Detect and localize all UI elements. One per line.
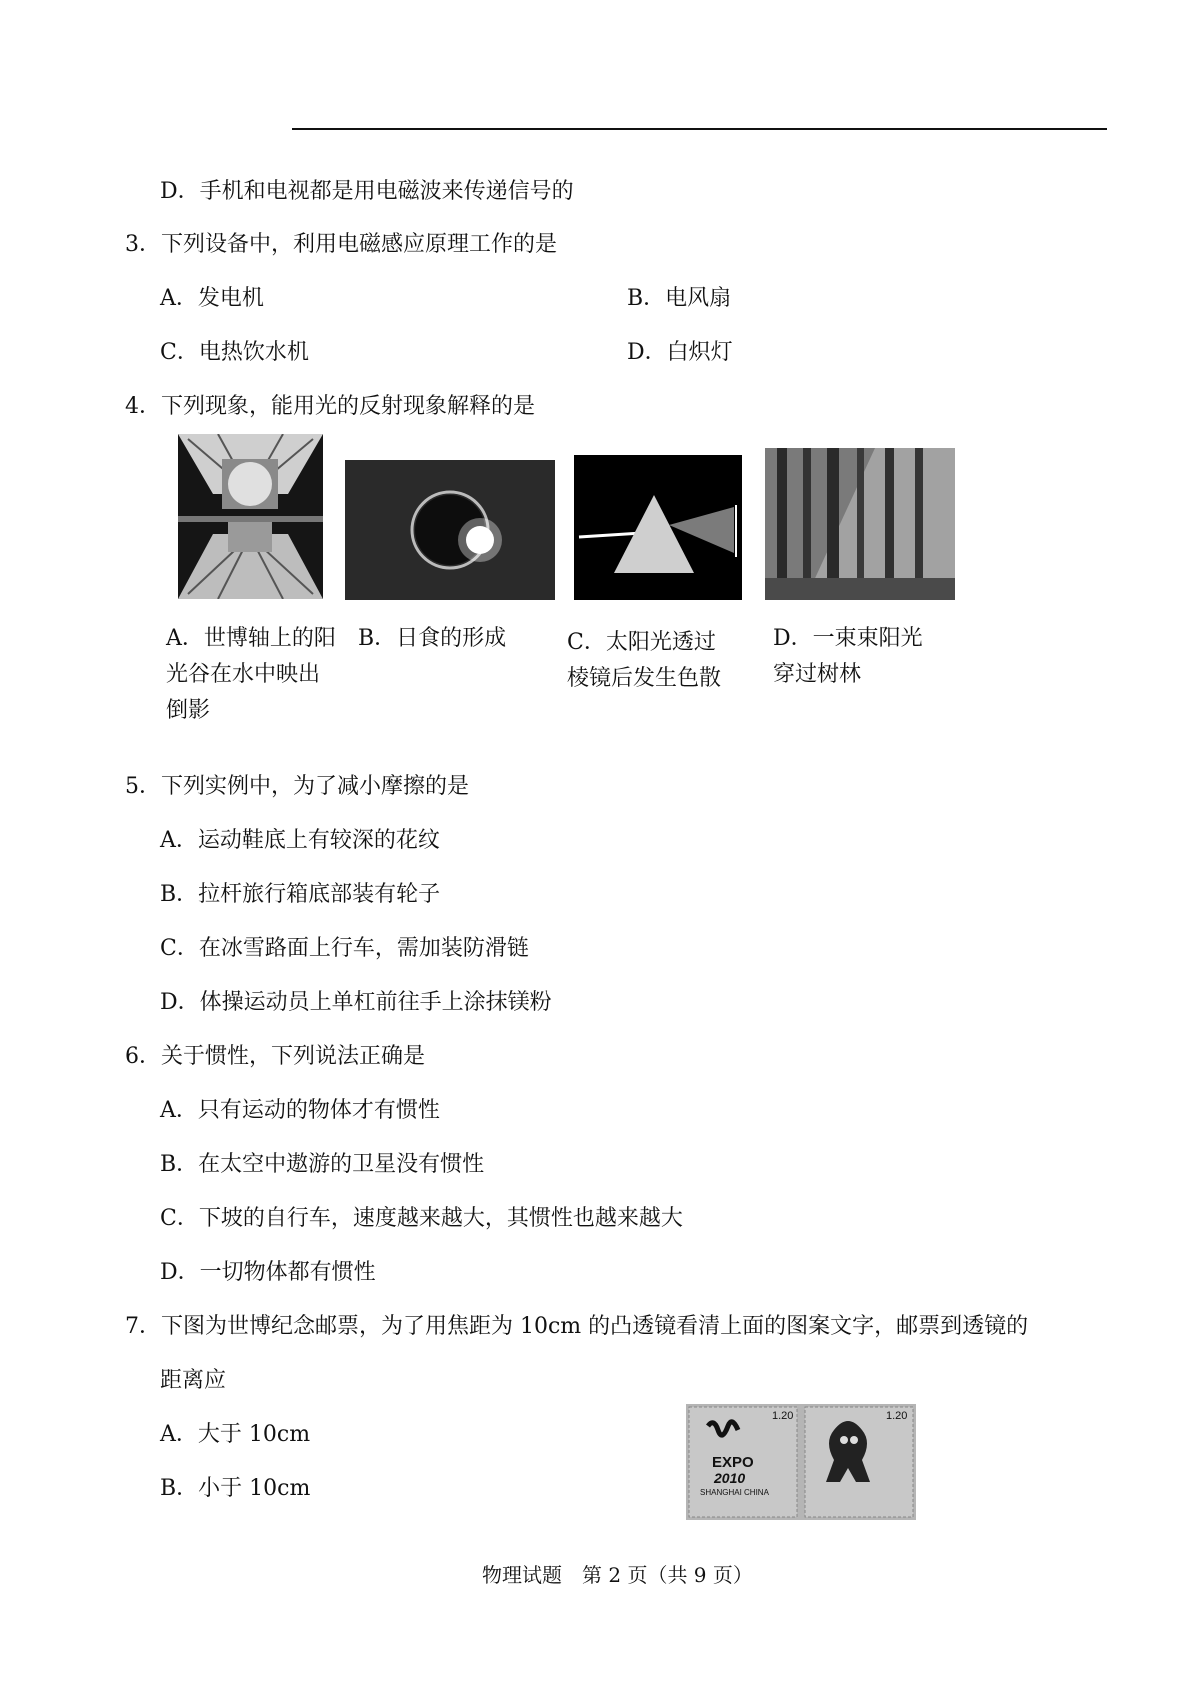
q6-option-d: D．一切物体都有惯性	[160, 1260, 376, 1285]
q3-stem: 3．下列设备中，利用电磁感应原理工作的是	[125, 232, 557, 257]
q7-stem-line1: 7．下图为世博纪念邮票，为了用焦距为 10cm 的凸透镜看清上面的图案文字，邮票到透镜的	[125, 1314, 1029, 1339]
expo-stamp-pair	[686, 1404, 916, 1520]
q3-option-b: B．电风扇	[627, 286, 732, 311]
q3-option-d: D．白炽灯	[627, 340, 733, 365]
q5-option-a: A．运动鞋底上有较深的花纹	[160, 828, 440, 853]
q7-option-b: B．小于 10cm	[160, 1476, 311, 1501]
q4-caption-c: C．太阳光透过棱镜后发生色散	[567, 630, 722, 691]
q3-option-c: C．电热饮水机	[160, 340, 309, 365]
q5-option-d: D．体操运动员上单杠前往手上涂抹镁粉	[160, 990, 552, 1015]
q4-caption-d: D．一束束阳光穿过树林	[773, 626, 923, 687]
q5-option-b: B．拉杆旅行箱底部装有轮子	[160, 882, 441, 907]
stamp-city-text: SHANGHAI CHINA	[700, 1488, 769, 1497]
q5-option-c: C．在冰雪路面上行车，需加装防滑链	[160, 936, 529, 961]
q2-option-d: D．手机和电视都是用电磁波来传递信号的	[160, 179, 574, 204]
q4-stem: 4．下列现象，能用光的反射现象解释的是	[125, 394, 535, 419]
q3-option-a: A．发电机	[160, 286, 264, 311]
q6-option-c: C．下坡的自行车，速度越来越大，其惯性也越来越大	[160, 1206, 683, 1231]
q5-stem: 5．下列实例中，为了减小摩擦的是	[125, 774, 469, 799]
page-footer: 物理试题 第 2 页（共 9 页）	[482, 1563, 753, 1587]
solar-eclipse-photo	[345, 460, 555, 600]
header-rule	[292, 128, 1107, 130]
q4-caption-b: B．日食的形成	[358, 626, 507, 651]
sunlight-valley-photo	[178, 434, 323, 599]
q7-option-a: A．大于 10cm	[160, 1422, 311, 1447]
prism-dispersion-photo	[574, 455, 742, 600]
stamp-expo-text: EXPO	[712, 1454, 754, 1471]
q6-option-b: B．在太空中遨游的卫星没有惯性	[160, 1152, 485, 1177]
q6-stem: 6．关于惯性，下列说法正确是	[125, 1044, 425, 1069]
q4-caption-a: A．世博轴上的阳光谷在水中映出倒影	[166, 626, 336, 723]
stamp-year-text: 2010	[714, 1470, 746, 1486]
stamp-right-value: 1.20	[886, 1410, 908, 1422]
q7-stem-line2: 距离应	[160, 1368, 227, 1393]
stamp-left-value: 1.20	[772, 1410, 794, 1422]
forest-sunlight-photo	[765, 448, 955, 600]
q6-option-a: A．只有运动的物体才有惯性	[160, 1098, 440, 1123]
